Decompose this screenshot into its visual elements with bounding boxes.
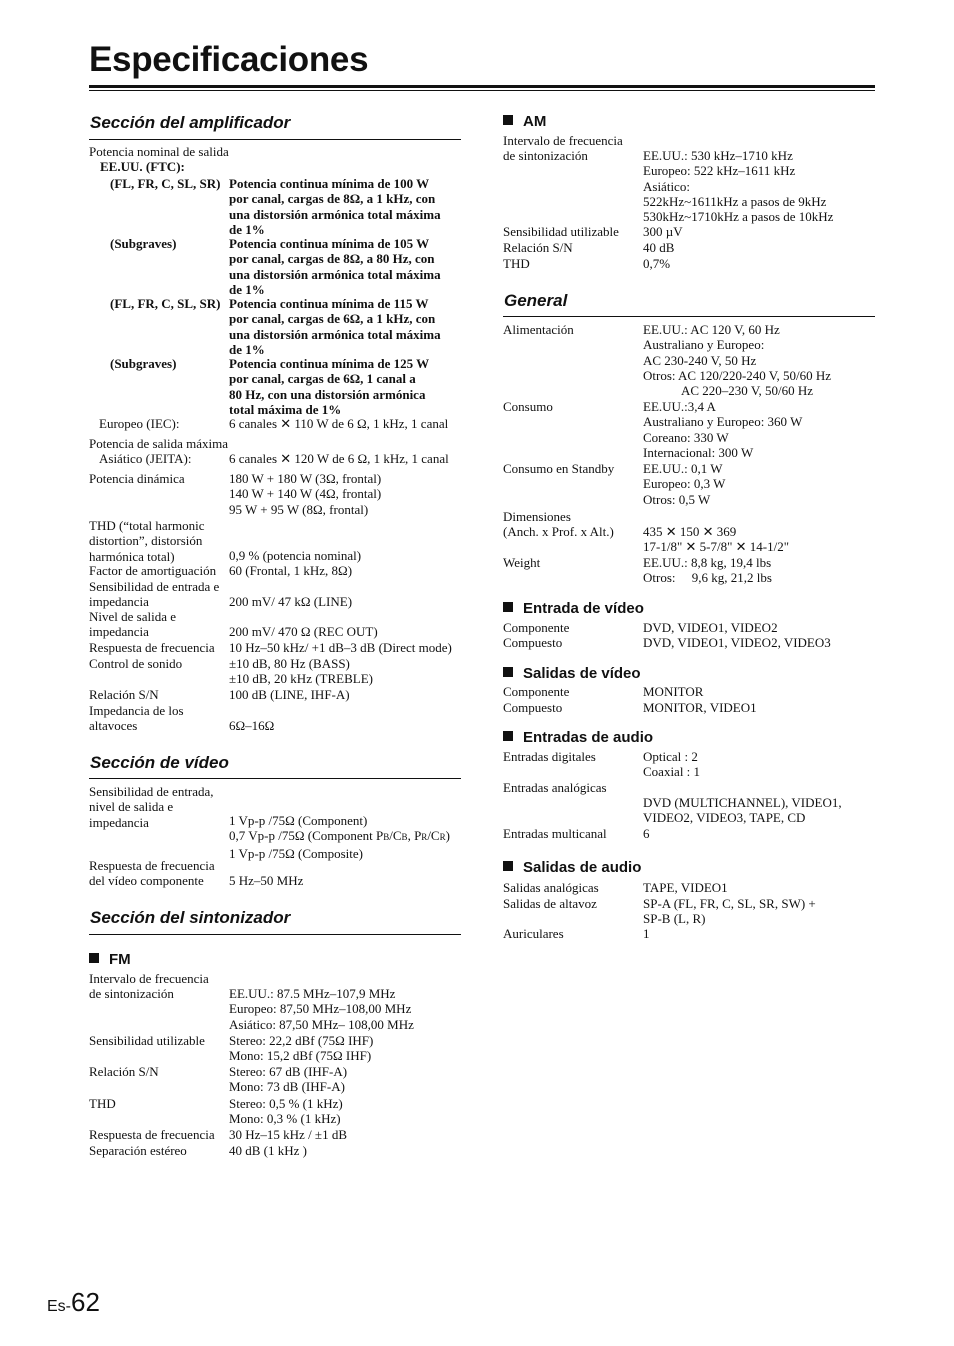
general-heading: General — [504, 291, 568, 310]
amp-heading: Sección del amplificador — [90, 113, 291, 132]
analog-outputs-label: Salidas analógicas — [503, 880, 599, 895]
square-bullet-icon — [503, 115, 513, 125]
thd-label: THD (“total harmonic distortion”, distorsión harmónica total) — [89, 518, 205, 564]
dynamic-power-value: 180 W + 180 W (3Ω, frontal) 140 W + 140 W (4Ω, frontal) 95 W + 95 W (8Ω, frontal) — [229, 471, 382, 517]
video-sensitivity-value: 1 Vp-p /75Ω (Component) 0,7 Vp-p /75Ω (Component PB/CB, PR/CR) 1 Vp-p /75Ω (Composite) — [229, 813, 450, 861]
fm-thd-label: THD — [89, 1096, 116, 1111]
damping-label: Factor de amortiguación — [89, 563, 217, 578]
iec-label: Europeo (IEC): — [99, 416, 180, 431]
tuner-heading: Sección del sintonizador — [90, 908, 291, 927]
consumption-value: EE.UU.:3,4 A Australiano y Europeo: 360 W Coreano: 330 W Internacional: 300 W — [643, 399, 803, 460]
sn-ratio-label: Relación S/N — [89, 687, 159, 702]
jeita-label: Asiático (JEITA): — [99, 451, 192, 466]
page-title: Especificaciones — [89, 40, 369, 79]
video-output-label-1: Componente — [503, 684, 570, 699]
amp-rule — [89, 139, 461, 140]
fm-sensitivity-value: Stereo: 22,2 dBf (75Ω IHF) Mono: 15,2 dBf (75Ω IHF) — [229, 1033, 374, 1064]
output-level-value: 200 mV/ 470 Ω (REC OUT) — [229, 624, 378, 639]
headphones-value: 1 — [643, 926, 650, 941]
video-output-value-2: MONITOR, VIDEO1 — [643, 700, 757, 715]
fm-separation-value: 40 dB (1 kHz ) — [229, 1143, 307, 1158]
standby-value: EE.UU.: 0,1 W Europeo: 0,3 W Otros: 0,5 W — [643, 461, 726, 507]
fm-range-label: Intervalo de frecuencia de sintonización — [89, 971, 209, 1002]
video-input-heading: Entrada de vídeo — [503, 600, 644, 618]
ftc2-channels: (Subgraves) — [110, 236, 177, 251]
am-sensitivity-label: Sensibilidad utilizable — [503, 224, 619, 239]
video-output-value-1: MONITOR — [643, 684, 704, 699]
am-range-value: EE.UU.: 530 kHz–1710 kHz Europeo: 522 kHz–1611 kHz Asiático: 522kHz~1611kHz a pasos de 9kHz 530kHz~1710kHz a pasos de 10kHz — [643, 148, 834, 225]
tone-control-value: ±10 dB, 80 Hz (BASS) ±10 dB, 20 kHz (TREBLE) — [229, 656, 373, 687]
video-input-value-1: DVD, VIDEO1, VIDEO2 — [643, 620, 778, 635]
general-rule — [503, 316, 875, 317]
am-sensitivity-value: 300 µV — [643, 224, 683, 239]
ftc1-channels: (FL, FR, C, SL, SR) — [110, 176, 221, 191]
square-bullet-icon — [89, 953, 99, 963]
title-rule-thin — [89, 90, 875, 91]
am-thd-value: 0,7% — [643, 256, 671, 271]
input-sensitivity-value: 200 mV/ 47 kΩ (LINE) — [229, 594, 353, 609]
tuner-rule — [89, 934, 461, 935]
audio-input-heading: Entradas de audio — [503, 729, 653, 747]
headphones-label: Auriculares — [503, 926, 564, 941]
fm-heading: FM — [89, 951, 131, 969]
thd-value: 0,9 % (potencia nominal) — [229, 548, 362, 563]
power-label: Alimentación — [503, 322, 574, 337]
standby-label: Consumo en Standby — [503, 461, 615, 476]
speaker-impedance-value: 6Ω–16Ω — [229, 718, 275, 733]
video-heading: Sección de vídeo — [90, 753, 229, 772]
am-heading: AM — [503, 113, 546, 131]
audio-output-heading: Salidas de audio — [503, 859, 641, 877]
dimensions-label: Dimensiones (Anch. x Prof. x Alt.) — [503, 509, 614, 540]
ftc1-value: Potencia continua mínima de 100 W por canal, cargas de 8Ω, a 1 kHz, con una distorsión armónica total máxima de 1% — [229, 176, 441, 237]
fm-freq-value: 30 Hz–15 kHz / ±1 dB — [229, 1127, 347, 1142]
analog-inputs-label: Entradas analógicas — [503, 780, 607, 795]
video-rule — [89, 778, 461, 779]
output-level-label: Nivel de salida e impedancia — [89, 609, 176, 640]
power-value: EE.UU.: AC 120 V, 60 Hz Australiano y Europeo: AC 230-240 V, 50 Hz Otros: AC 120/220-240 V, 50/60 Hz AC 220–230 V, 50/60 Hz — [643, 322, 832, 399]
square-bullet-icon — [503, 667, 513, 677]
fm-sn-value: Stereo: 67 dB (IHF-A) Mono: 73 dB (IHF-A) — [229, 1064, 348, 1095]
analog-inputs-value: DVD (MULTICHANNEL), VIDEO1, VIDEO2, VIDEO3, TAPE, CD — [643, 795, 842, 826]
am-sn-label: Relación S/N — [503, 240, 573, 255]
multichannel-inputs-label: Entradas multicanal — [503, 826, 607, 841]
fm-sensitivity-label: Sensibilidad utilizable — [89, 1033, 205, 1048]
fm-thd-value: Stereo: 0,5 % (1 kHz) Mono: 0,3 % (1 kHz) — [229, 1096, 343, 1127]
sn-ratio-value: 100 dB (LINE, IHF-A) — [229, 687, 350, 702]
fm-separation-label: Separación estéreo — [89, 1143, 187, 1158]
video-input-label-2: Compuesto — [503, 635, 563, 650]
iec-value: 6 canales ✕ 110 W de 6 Ω, 1 kHz, 1 canal — [229, 416, 449, 431]
am-sn-value: 40 dB — [643, 240, 675, 255]
am-range-label: Intervalo de frecuencia de sintonización — [503, 133, 623, 164]
square-bullet-icon — [503, 861, 513, 871]
dimensions-value: 435 ✕ 150 ✕ 369 17-1/8" ✕ 5-7/8" ✕ 14-1/2" — [643, 524, 790, 555]
page-number: Es-62 — [47, 1287, 100, 1317]
component-freq-value: 5 Hz–50 MHz — [229, 873, 304, 888]
tone-control-label: Control de sonido — [89, 656, 183, 671]
ftc2-value: Potencia continua mínima de 105 W por canal, cargas de 8Ω, a 80 Hz, con una distorsión armónica total máxima de 1% — [229, 236, 441, 297]
video-output-label-2: Compuesto — [503, 700, 563, 715]
fm-sn-label: Relación S/N — [89, 1064, 159, 1079]
weight-label: Weight — [503, 555, 541, 570]
damping-value: 60 (Frontal, 1 kHz, 8Ω) — [229, 563, 353, 578]
fm-range-value: EE.UU.: 87.5 MHz–107,9 MHz Europeo: 87,50 MHz–108,00 MHz Asiático: 87,50 MHz– 108,00 MHz — [229, 986, 414, 1032]
ftc4-value: Potencia continua mínima de 125 W por canal, cargas de 6Ω, 1 canal a 80 Hz, con una distorsión armónica total máxima de 1% — [229, 356, 430, 417]
ftc3-channels: (FL, FR, C, SL, SR) — [110, 296, 221, 311]
dynamic-power-label: Potencia dinámica — [89, 471, 185, 486]
digital-inputs-label: Entradas digitales — [503, 749, 596, 764]
speaker-impedance-label: Impedancia de los altavoces — [89, 703, 184, 734]
us-ftc-label: EE.UU. (FTC): — [100, 159, 185, 174]
weight-value: EE.UU.: 8,8 kg, 19,4 lbs Otros: 9,6 kg, 21,2 lbs — [643, 555, 772, 586]
video-output-heading: Salidas de vídeo — [503, 665, 641, 683]
rated-power-label: Potencia nominal de salida — [89, 144, 229, 159]
video-input-label-1: Componente — [503, 620, 570, 635]
digital-inputs-value: Optical : 2 Coaxial : 1 — [643, 749, 701, 780]
square-bullet-icon — [503, 731, 513, 741]
ftc3-value: Potencia continua mínima de 115 W por canal, cargas de 6Ω, a 1 kHz, con una distorsión armónica total máxima de 1% — [229, 296, 441, 357]
input-sensitivity-label: Sensibilidad de entrada e impedancia — [89, 579, 220, 610]
freq-response-label: Respuesta de frecuencia — [89, 640, 215, 655]
freq-response-value: 10 Hz–50 kHz/ +1 dB–3 dB (Direct mode) — [229, 640, 452, 655]
am-thd-label: THD — [503, 256, 530, 271]
title-rule — [89, 85, 875, 88]
analog-outputs-value: TAPE, VIDEO1 — [643, 880, 728, 895]
video-sensitivity-label: Sensibilidad de entrada, nivel de salida e impedancia — [89, 784, 214, 830]
max-power-label: Potencia de salida máxima — [89, 436, 228, 451]
consumption-label: Consumo — [503, 399, 553, 414]
speaker-outputs-label: Salidas de altavoz — [503, 896, 597, 911]
ftc4-channels: (Subgraves) — [110, 356, 177, 371]
multichannel-inputs-value: 6 — [643, 826, 650, 841]
speaker-outputs-value: SP-A (FL, FR, C, SL, SR, SW) + SP-B (L, R) — [643, 896, 816, 927]
component-freq-label: Respuesta de frecuencia del vídeo componente — [89, 858, 215, 889]
jeita-value: 6 canales ✕ 120 W de 6 Ω, 1 kHz, 1 canal — [229, 451, 449, 466]
square-bullet-icon — [503, 602, 513, 612]
fm-freq-label: Respuesta de frecuencia — [89, 1127, 215, 1142]
video-input-value-2: DVD, VIDEO1, VIDEO2, VIDEO3 — [643, 635, 831, 650]
